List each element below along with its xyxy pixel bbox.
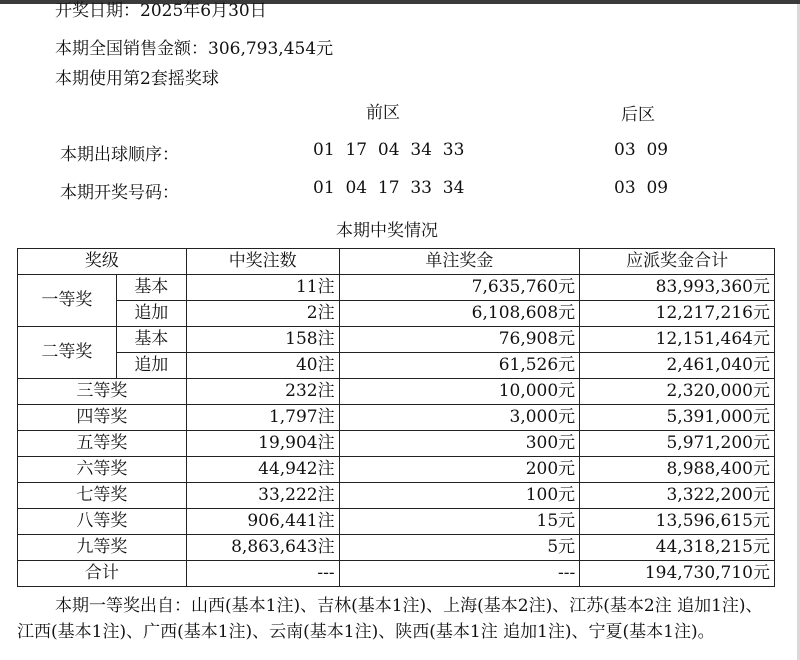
prize-cell: 6,108,608元 — [339, 301, 580, 327]
count-cell: 906,441注 — [186, 509, 339, 535]
count-cell: 8,863,643注 — [186, 535, 339, 561]
winning-numbers-back: 03 09 — [614, 178, 669, 198]
header-total: 应派奖金合计 — [580, 249, 775, 275]
draw-order-label: 本期出球顺序： — [60, 145, 179, 165]
header-count: 中奖注数 — [186, 249, 339, 275]
header-level: 奖级 — [18, 249, 187, 275]
table-row — [18, 431, 775, 457]
total-cell: 12,217,216元 — [580, 301, 775, 327]
level-cell: 四等奖 — [18, 405, 187, 431]
total-cell: 5,971,200元 — [580, 431, 775, 457]
level-cell: 八等奖 — [18, 509, 187, 535]
sales-amount: 本期全国销售金额：306,793,454元 — [55, 39, 334, 59]
sub-level-cell: 追加 — [116, 301, 186, 327]
total-cell: 83,993,360元 — [580, 275, 775, 301]
table-header-row — [18, 249, 775, 275]
sub-level-cell: 基本 — [116, 327, 186, 353]
table-row — [18, 275, 775, 301]
table-row — [18, 483, 775, 509]
ball-set: 本期使用第2套摇奖球 — [55, 69, 219, 89]
first-prize-origin-note: 本期一等奖出自：山西(基本1注)、吉林(基本1注)、上海(基本2注)、江苏(基本2注 追加1注)、江西(基本1注)、广西(基本1注)、云南(基本1注)、陕西(基本1注 追加1注)、宁夏(基本1注)。 — [17, 596, 763, 642]
total-cell: 3,322,200元 — [580, 483, 775, 509]
table-title: 本期中奖情况 — [336, 221, 438, 241]
prize-cell: 61,526元 — [339, 353, 580, 379]
table-row — [18, 379, 775, 405]
level-cell: 合计 — [18, 561, 187, 587]
prize-cell: --- — [339, 561, 580, 587]
prize-cell: 76,908元 — [339, 327, 580, 353]
table-row — [18, 327, 775, 353]
sub-level-cell: 追加 — [116, 353, 186, 379]
total-cell: 194,730,710元 — [580, 561, 775, 587]
total-cell: 2,320,000元 — [580, 379, 775, 405]
table-total-row — [18, 561, 775, 587]
winning-numbers-front: 01 04 17 33 34 — [313, 178, 465, 198]
prize-cell: 7,635,760元 — [339, 275, 580, 301]
prize-cell: 100元 — [339, 483, 580, 509]
table-row — [18, 535, 775, 561]
table-row — [18, 457, 775, 483]
count-cell: 158注 — [186, 327, 339, 353]
prize-table — [17, 248, 775, 587]
winning-numbers-label: 本期开奖号码： — [60, 183, 179, 203]
total-cell: 13,596,615元 — [580, 509, 775, 535]
sub-level-cell: 基本 — [116, 275, 186, 301]
count-cell: 232注 — [186, 379, 339, 405]
level-cell: 六等奖 — [18, 457, 187, 483]
header-prize: 单注奖金 — [339, 249, 580, 275]
draw-date: 开奖日期：2025年6月30日 — [55, 1, 267, 21]
total-cell: 5,391,000元 — [580, 405, 775, 431]
total-cell: 44,318,215元 — [580, 535, 775, 561]
count-cell: --- — [186, 561, 339, 587]
count-cell: 33,222注 — [186, 483, 339, 509]
prize-cell: 300元 — [339, 431, 580, 457]
table-row — [18, 509, 775, 535]
prize-cell: 10,000元 — [339, 379, 580, 405]
count-cell: 2注 — [186, 301, 339, 327]
level-cell: 九等奖 — [18, 535, 187, 561]
back-zone-label: 后区 — [621, 105, 655, 125]
prize-cell: 5元 — [339, 535, 580, 561]
level-cell: 三等奖 — [18, 379, 187, 405]
total-cell: 8,988,400元 — [580, 457, 775, 483]
count-cell: 19,904注 — [186, 431, 339, 457]
total-cell: 12,151,464元 — [580, 327, 775, 353]
draw-order-back: 03 09 — [614, 140, 669, 160]
table-row — [18, 405, 775, 431]
level-cell: 五等奖 — [18, 431, 187, 457]
draw-order-front: 01 17 04 34 33 — [313, 140, 465, 160]
prize-cell: 3,000元 — [339, 405, 580, 431]
table-row — [18, 353, 775, 379]
level-cell: 二等奖 — [18, 327, 117, 379]
prize-cell: 15元 — [339, 509, 580, 535]
total-cell: 2,461,040元 — [580, 353, 775, 379]
level-cell: 一等奖 — [18, 275, 117, 327]
count-cell: 11注 — [186, 275, 339, 301]
table-row — [18, 301, 775, 327]
count-cell: 44,942注 — [186, 457, 339, 483]
level-cell: 七等奖 — [18, 483, 187, 509]
front-zone-label: 前区 — [366, 103, 400, 123]
count-cell: 40注 — [186, 353, 339, 379]
prize-cell: 200元 — [339, 457, 580, 483]
count-cell: 1,797注 — [186, 405, 339, 431]
